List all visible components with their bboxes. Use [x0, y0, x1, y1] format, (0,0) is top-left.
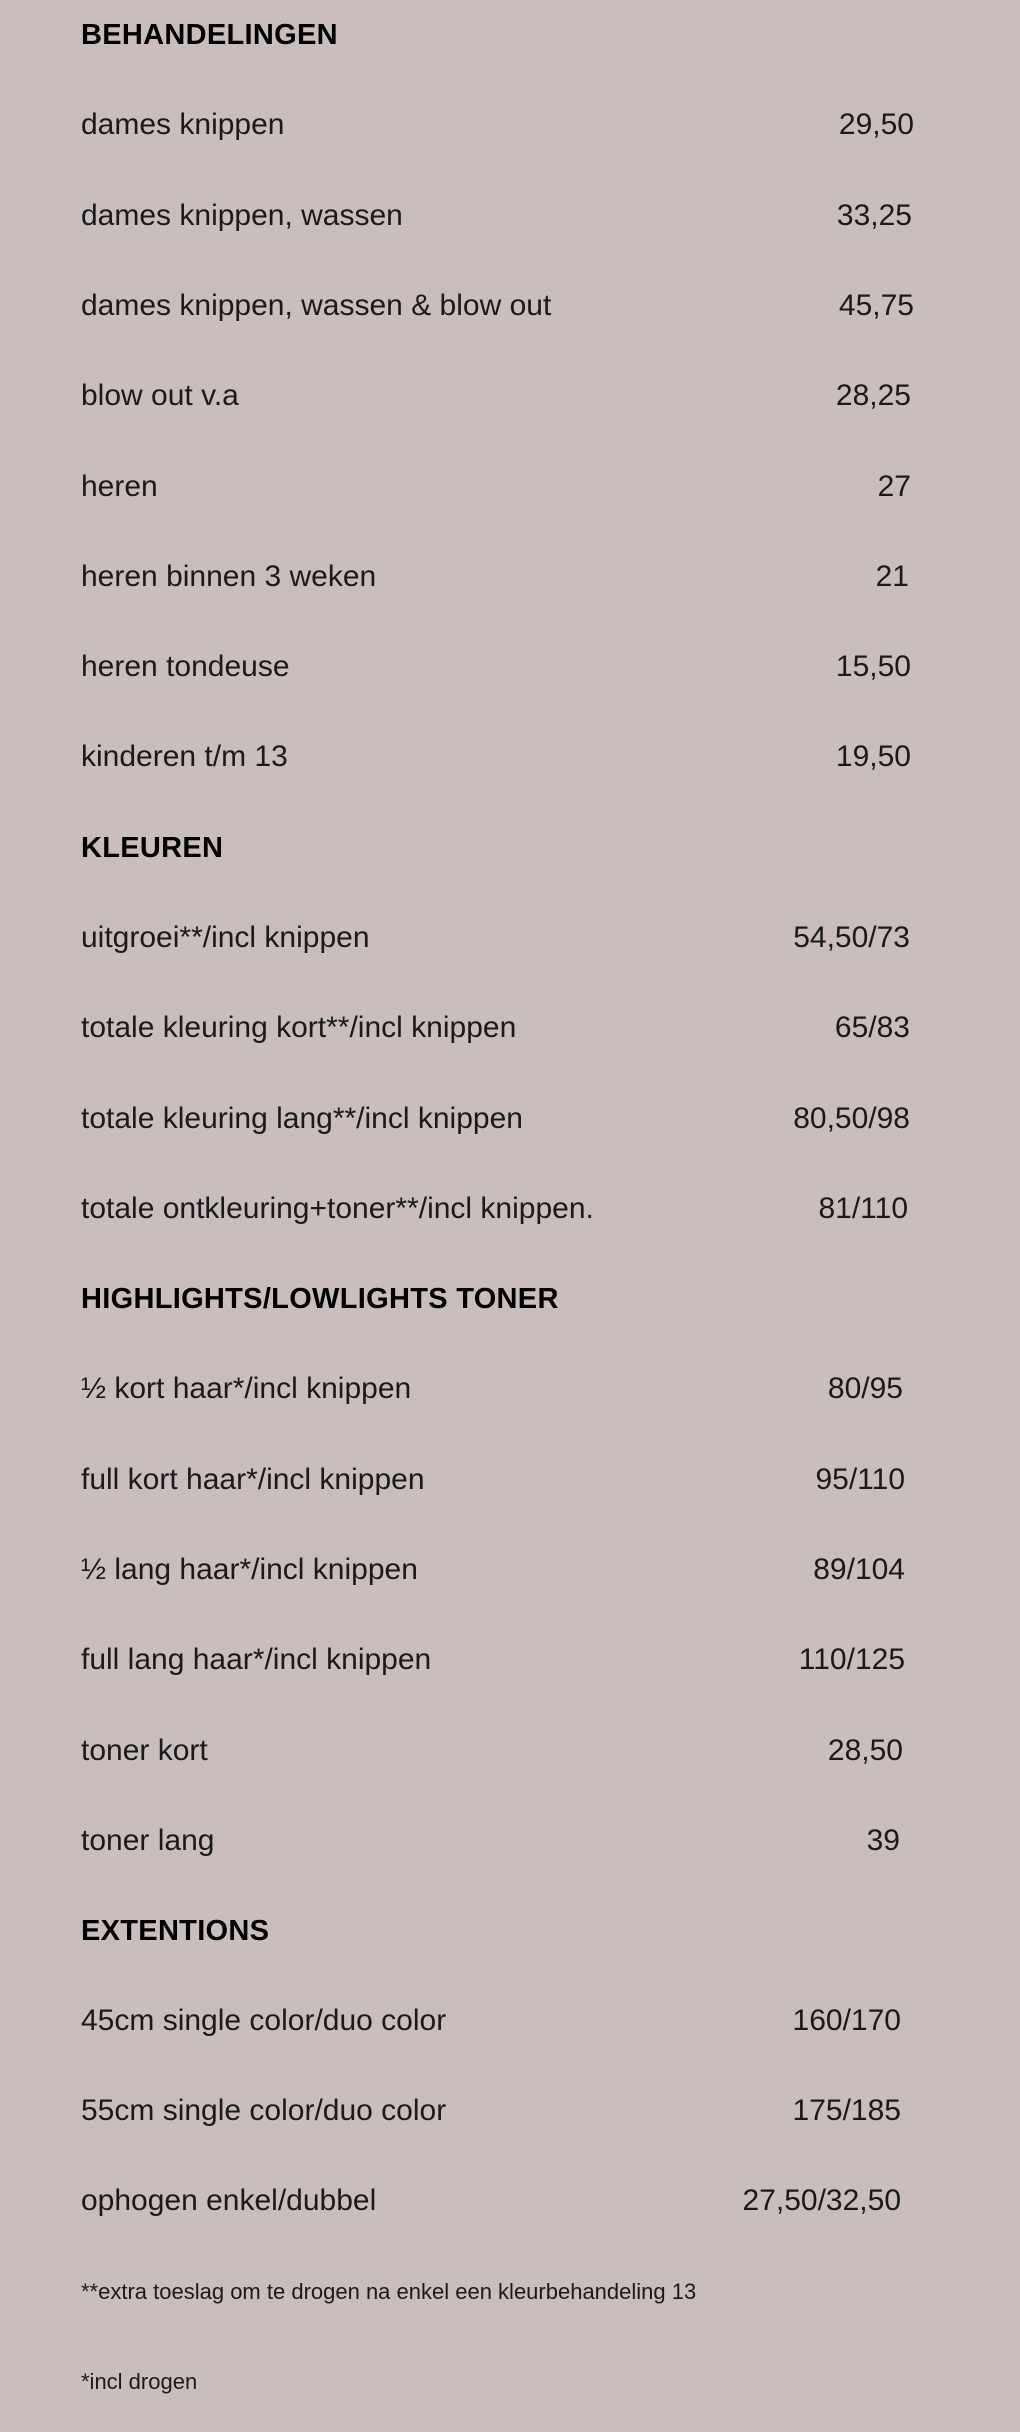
item-price: 160/170 — [792, 2004, 901, 2037]
item-name: totale ontkleuring+toner**/incl knippen. — [81, 1192, 594, 1225]
item-name: heren — [81, 470, 158, 503]
item-name: 45cm single color/duo color — [81, 2004, 447, 2037]
item-name: ophogen enkel/dubbel — [81, 2184, 377, 2217]
list-item — [81, 1823, 911, 1859]
item-price: 45,75 — [838, 289, 914, 322]
list-item — [81, 649, 911, 685]
item-name: toner lang — [81, 1824, 215, 1857]
item-price: 81/110 — [818, 1192, 908, 1225]
item-name: uitgroei**/incl knippen — [81, 921, 370, 954]
item-name: heren binnen 3 weken — [81, 560, 377, 593]
list-item — [81, 2093, 911, 2129]
list-item — [81, 1191, 911, 1227]
item-name: totale kleuring kort**/incl knippen — [81, 1011, 517, 1044]
item-price: 95/110 — [815, 1463, 905, 1496]
list-item — [81, 198, 911, 234]
list-item — [81, 739, 911, 775]
list-item — [81, 1371, 911, 1407]
item-name: full lang haar*/incl knippen — [81, 1643, 432, 1676]
item-price: 27 — [877, 470, 911, 503]
section-heading-behandelingen: BEHANDELINGEN — [81, 19, 338, 51]
item-price: 28,50 — [827, 1734, 903, 1767]
list-item — [81, 469, 911, 505]
item-price: 80/95 — [827, 1372, 903, 1405]
item-name: ½ kort haar*/incl knippen — [81, 1372, 412, 1405]
item-name: kinderen t/m 13 — [81, 740, 288, 773]
item-name: totale kleuring lang**/incl knippen — [81, 1102, 523, 1135]
item-price: 21 — [875, 560, 909, 593]
item-name: ½ lang haar*/incl knippen — [81, 1553, 418, 1586]
item-name: full kort haar*/incl knippen — [81, 1463, 425, 1496]
item-name: dames knippen — [81, 108, 285, 141]
list-item — [81, 559, 911, 595]
item-price: 29,50 — [838, 108, 914, 141]
list-item — [81, 2183, 911, 2219]
item-price: 39 — [866, 1824, 900, 1857]
item-name: blow out v.a — [81, 379, 239, 412]
list-item — [81, 288, 914, 324]
item-price: 110/125 — [798, 1643, 905, 1676]
footnote-incl-drogen: *incl drogen — [81, 2369, 198, 2394]
footnote-extra-toeslag: **extra toeslag om te drogen na enkel een kleurbehandeling 13 — [81, 2279, 697, 2304]
list-item — [81, 378, 911, 414]
section-heading-highlights: HIGHLIGHTS/LOWLIGHTS TONER — [81, 1283, 559, 1315]
item-price: 27,50/32,50 — [742, 2184, 901, 2217]
list-item — [81, 1552, 911, 1588]
item-price: 19,50 — [835, 740, 911, 773]
list-item — [81, 920, 911, 956]
item-name: dames knippen, wassen & blow out — [81, 289, 552, 322]
item-price: 80,50/98 — [793, 1102, 910, 1135]
section-heading-extentions: EXTENTIONS — [81, 1915, 270, 1947]
list-item — [81, 1101, 911, 1137]
list-item — [81, 107, 914, 143]
list-item — [81, 1733, 911, 1769]
item-price: 65/83 — [834, 1011, 910, 1044]
list-item — [81, 1642, 911, 1678]
item-price: 28,25 — [835, 379, 911, 412]
section-heading-kleuren: KLEUREN — [81, 832, 224, 864]
item-price: 15,50 — [835, 650, 911, 683]
list-item — [81, 2003, 911, 2039]
item-price: 175/185 — [792, 2094, 901, 2127]
item-name: 55cm single color/duo color — [81, 2094, 447, 2127]
item-name: heren tondeuse — [81, 650, 290, 683]
item-price: 89/104 — [813, 1553, 905, 1586]
item-price: 33,25 — [836, 199, 912, 232]
item-price: 54,50/73 — [793, 921, 910, 954]
list-item — [81, 1010, 911, 1046]
item-name: dames knippen, wassen — [81, 199, 403, 232]
item-name: toner kort — [81, 1734, 208, 1767]
list-item — [81, 1462, 911, 1498]
